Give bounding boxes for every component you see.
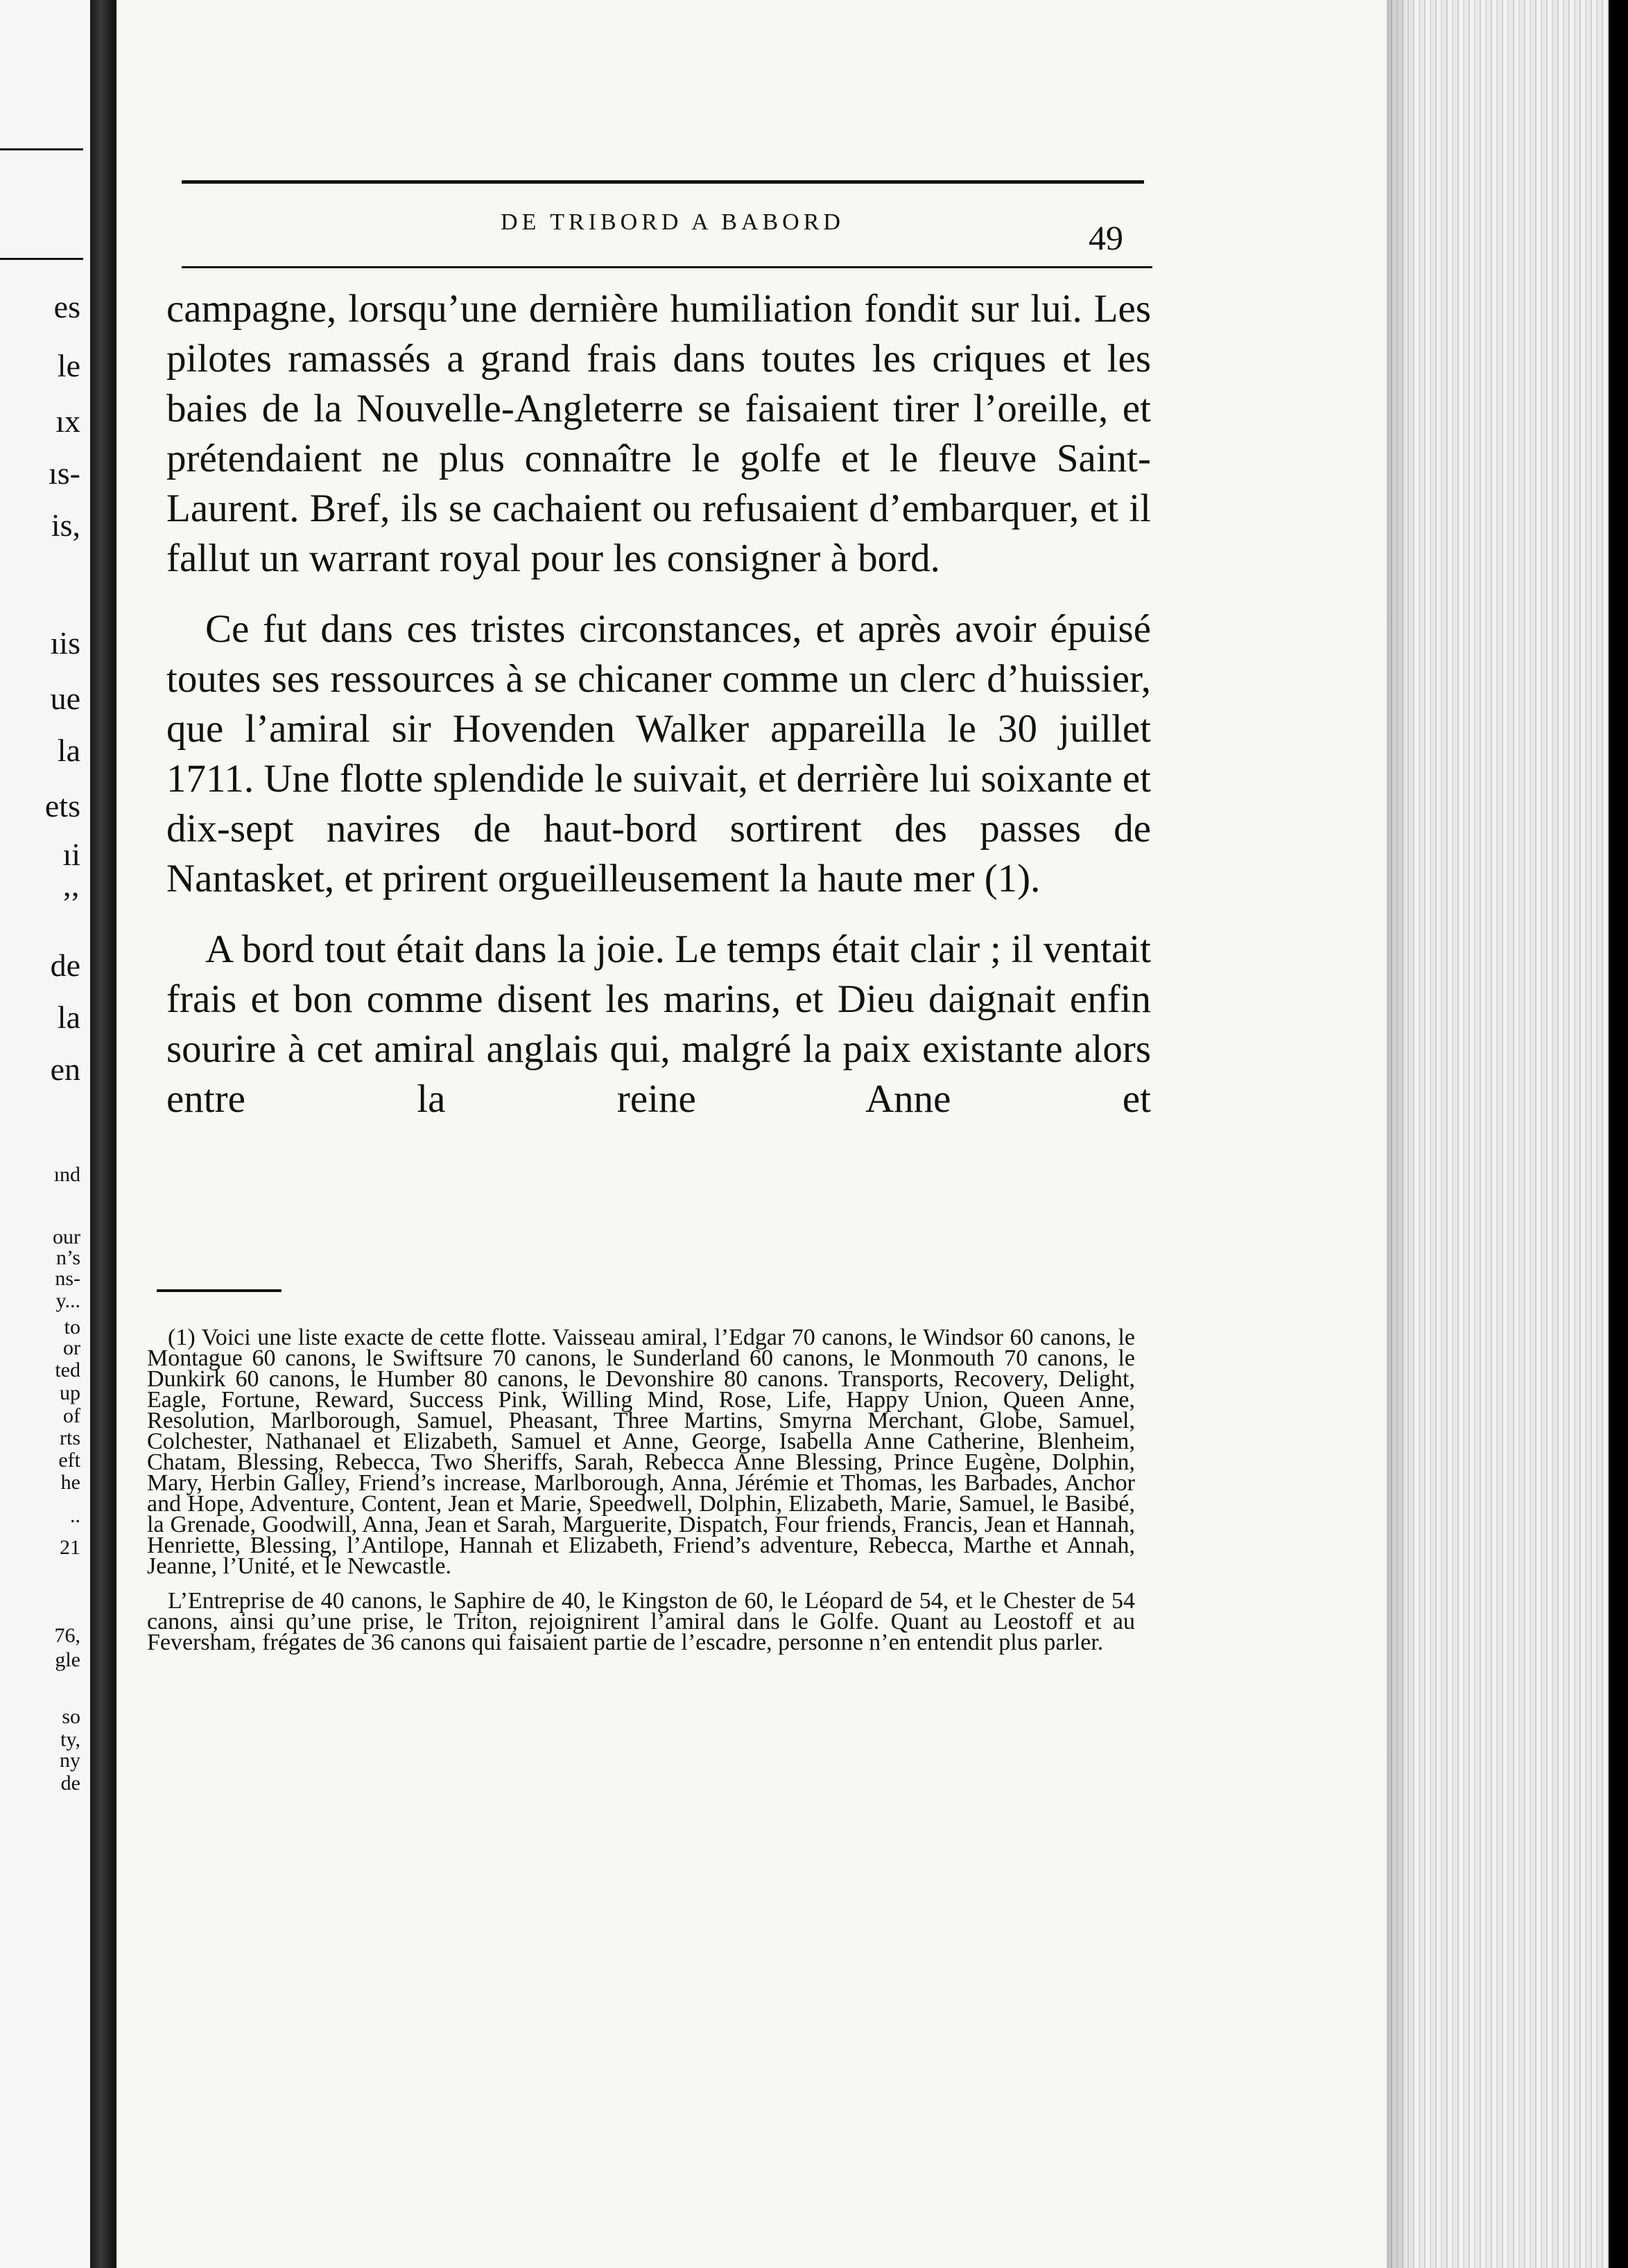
left-page-fragment: 21 bbox=[60, 1536, 80, 1559]
left-page-fragment: rts bbox=[60, 1427, 80, 1449]
left-page-fragment: ny bbox=[60, 1749, 80, 1772]
left-page-fragment: eft bbox=[58, 1449, 80, 1472]
left-page-rule bbox=[0, 148, 83, 150]
left-page-fragment: ınd bbox=[53, 1163, 80, 1186]
paragraph: A bord tout était dans la joie. Le temps était clair ; il ventait frais et bon comme disent les marins, et Dieu daignait enfin sourire à cet amiral anglais qui, malgré la paix existante alors entre la reine Anne et bbox=[166, 927, 1151, 1121]
book-binding bbox=[90, 0, 116, 2268]
left-page-fragment: so bbox=[62, 1705, 80, 1728]
footnote: (1) Voici une liste exacte de cette flotte. Vaisseau amiral, l’Edgar 70 canons, le Windsor 60 canons, le Montague 60 canons, le Swiftsure 70 canons, le Sunderland 60 canons, le Monmouth 70 canons, le Dunkirk 60 canons, le Humber 80 canons, le Devonshire 80 canons. Transports, Recovery, Delight, Eagle, Fortune, Reward, Success Pink, Willing Mind, Rose, Life, Happy Union, Queen Anne, Resolution, Marlborough, Samuel, Pheasant, Three Martins, Smyrna Merchant, Globe, Samuel, Colchester, Nathanael et Elizabeth, Samuel et Anne, George, Isabella Anne Catherine, Blenheim, Chatam, Blessing, Rebecca, Two Sheriffs, Sarah, Rebecca Anne Blessing, Prince Eugène, Dolphin, Mary, Herbin Galley, Friend’s increase, Marlborough, Anna, Jérémie et Thomas, les Barbades, Anchor and Hope, Adventure, Content, Jean et Marie, Speedwell, Dolphin, Elizabeth, Marie, Samuel, le Basibé, la Grenade, Goodwill, Anna, Jean et Sarah, Marguerite, Dispatch, Four friends, Francis, Jean et Hannah, Henriette, Blessing, l’Antilope, Hannah et Elizabeth, Friend’s adventure, Rebecca, Marthe et Annah, Jeanne, l’Unité, et le Newcastle. bbox=[147, 1325, 1135, 1579]
left-page-fragment: ıs- bbox=[49, 455, 80, 491]
left-page-fragment: or bbox=[63, 1336, 80, 1359]
page-number: 49 bbox=[1089, 218, 1123, 257]
left-page-fragment: to bbox=[64, 1316, 80, 1338]
left-page-fragment: y... bbox=[55, 1289, 80, 1312]
running-title: DE TRIBORD A BABORD bbox=[501, 209, 845, 235]
left-page-fragment: le bbox=[57, 348, 80, 383]
left-page-fragment: .. bbox=[70, 1504, 80, 1527]
footnote-rule bbox=[157, 1289, 282, 1292]
left-page-fragment: ıi bbox=[62, 837, 80, 872]
page-edge-shadow bbox=[1387, 0, 1414, 2268]
left-page-fragment: ıx bbox=[55, 403, 80, 439]
left-page-fragment: es bbox=[53, 289, 80, 324]
footnote: L’Entreprise de 40 canons, le Saphire de 40, le Kingston de 60, le Léopard de 54, et le Chester de 54 canons, ainsi qu’une prise, le Triton, rejoignirent l’amiral dans le Golfe. Quant au Leostoff et au Feversham, frégates de 36 canons qui faisaient partie de l’escadre, personne n’en entendit plus parler. bbox=[147, 1588, 1135, 1655]
left-page-fragment: he bbox=[60, 1471, 80, 1494]
paragraph: campagne, lorsqu’une dernière humiliation fondit sur lui. Les pilotes ramassés a grand frais dans toutes les criques et les baies de la Nouvelle-Angleterre se faisaient tirer l’oreille, et prétendaient ne plus connaître le golfe et le fleuve Saint-Laurent. Bref, ils se cachaient ou refusaient d’embarquer, et il fallut un warrant royal pour les consigner à bord. bbox=[166, 287, 1151, 580]
left-page-fragment: of bbox=[63, 1404, 80, 1427]
left-page-fragment: is, bbox=[51, 507, 80, 543]
left-page-fragment: de bbox=[50, 948, 80, 983]
left-page-fragment: up bbox=[60, 1381, 80, 1404]
left-page-fragment: n’s bbox=[55, 1246, 80, 1269]
left-page-fragment: en bbox=[50, 1052, 80, 1087]
page-edges bbox=[1387, 0, 1609, 2268]
left-page-fragment: la bbox=[57, 1000, 80, 1035]
left-facing-page bbox=[0, 0, 90, 2268]
left-page-fragment: ted bbox=[55, 1359, 80, 1381]
left-page-fragment: 76, bbox=[54, 1624, 80, 1647]
left-page-fragment: ue bbox=[50, 681, 80, 716]
left-page-fragment: ns- bbox=[55, 1267, 80, 1290]
body-text bbox=[166, 284, 1151, 1124]
left-page-fragment: our bbox=[53, 1225, 80, 1248]
left-page-fragment: ’’ bbox=[61, 885, 80, 921]
left-page-rule bbox=[0, 258, 83, 260]
footnotes bbox=[147, 1327, 1135, 1653]
left-page-fragment: de bbox=[60, 1772, 80, 1795]
header-top-rule bbox=[182, 180, 1144, 184]
left-page-fragment: ty, bbox=[60, 1728, 80, 1751]
left-page-fragment: la bbox=[57, 733, 80, 768]
left-page-fragment: ıis bbox=[50, 625, 80, 661]
header-bottom-rule bbox=[182, 266, 1152, 268]
left-page-fragment: gle bbox=[55, 1648, 80, 1671]
paragraph: Ce fut dans ces tristes circonstances, et après avoir épuisé toutes ses ressources à se chicaner comme un clerc d’huissier, que l’amiral sir Hovenden Walker appareilla le 30 juillet 1711. Une flotte splendide le suivait, et derrière lui soixante et dix-sept navires de haut-bord sortirent des passes de Nantasket, et prirent orgueilleusement la haute mer (1). bbox=[166, 607, 1151, 900]
left-page-fragment: ets bbox=[44, 788, 80, 823]
